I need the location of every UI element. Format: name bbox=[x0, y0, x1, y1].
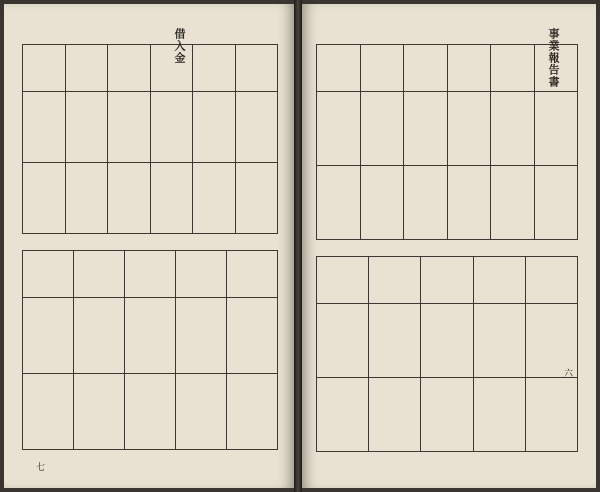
cell-text bbox=[272, 374, 274, 378]
table-row bbox=[23, 163, 278, 234]
cell-text bbox=[572, 92, 574, 96]
cell-text bbox=[572, 257, 574, 261]
cell-text bbox=[398, 166, 400, 170]
cell-text bbox=[230, 92, 232, 96]
cell-text bbox=[272, 163, 274, 167]
cell-text bbox=[60, 163, 62, 167]
table-cell bbox=[193, 92, 236, 163]
table-cell bbox=[227, 374, 278, 450]
table-cell bbox=[193, 163, 236, 234]
left-page-number: 七 bbox=[36, 463, 46, 473]
cell-text bbox=[272, 45, 274, 49]
table-cell bbox=[150, 92, 193, 163]
cell-text bbox=[119, 374, 121, 378]
binding-gutter bbox=[294, 0, 302, 492]
table-cell bbox=[534, 166, 578, 240]
cell-text bbox=[572, 45, 574, 49]
table-cell bbox=[176, 298, 227, 374]
table-cell bbox=[23, 45, 66, 92]
table-row bbox=[23, 251, 278, 298]
table-cell bbox=[369, 304, 421, 378]
cell-text bbox=[529, 92, 531, 96]
cell-text bbox=[485, 166, 487, 170]
cell-text bbox=[468, 304, 470, 308]
table-cell bbox=[525, 257, 577, 304]
cell-text bbox=[102, 45, 104, 49]
cell-text bbox=[363, 378, 365, 382]
table-cell bbox=[108, 92, 151, 163]
table-cell bbox=[525, 378, 577, 452]
right-page bbox=[302, 4, 596, 488]
cell-text bbox=[221, 374, 223, 378]
table-cell bbox=[74, 251, 125, 298]
cell-text bbox=[468, 257, 470, 261]
table-cell bbox=[108, 163, 151, 234]
table-cell bbox=[317, 45, 361, 92]
cell-text bbox=[60, 92, 62, 96]
cell-text bbox=[102, 163, 104, 167]
left-table-bottom bbox=[22, 250, 278, 450]
table-cell bbox=[473, 304, 525, 378]
table-cell bbox=[404, 45, 448, 92]
cell-text bbox=[363, 304, 365, 308]
cell-text bbox=[485, 45, 487, 49]
cell-text bbox=[355, 166, 357, 170]
table-row bbox=[23, 45, 278, 92]
cell-text bbox=[187, 163, 189, 167]
cell-text bbox=[170, 251, 172, 255]
cell-text bbox=[520, 304, 522, 308]
cell-text bbox=[572, 304, 574, 308]
cell-text bbox=[355, 45, 357, 49]
cell-text bbox=[119, 298, 121, 302]
table-cell bbox=[491, 92, 535, 166]
table-cell bbox=[227, 251, 278, 298]
cell-text bbox=[68, 251, 70, 255]
left-section-heading: 借入金 bbox=[173, 28, 186, 64]
table-cell bbox=[360, 92, 404, 166]
table-row bbox=[317, 45, 578, 92]
cell-text bbox=[529, 166, 531, 170]
table-cell bbox=[23, 163, 66, 234]
cell-text bbox=[442, 92, 444, 96]
table-cell bbox=[193, 45, 236, 92]
table-cell bbox=[65, 163, 108, 234]
cell-text bbox=[485, 92, 487, 96]
cell-text bbox=[221, 251, 223, 255]
table-cell bbox=[447, 92, 491, 166]
cell-text bbox=[520, 378, 522, 382]
cell-text bbox=[272, 298, 274, 302]
cell-text bbox=[221, 298, 223, 302]
cell-text bbox=[442, 166, 444, 170]
table-cell bbox=[404, 92, 448, 166]
table-cell bbox=[65, 45, 108, 92]
cell-text bbox=[145, 163, 147, 167]
table-cell bbox=[176, 374, 227, 450]
table-cell bbox=[317, 166, 361, 240]
table-cell bbox=[150, 163, 193, 234]
table-cell bbox=[235, 163, 278, 234]
table-cell bbox=[23, 92, 66, 163]
table-row bbox=[317, 378, 578, 452]
table-cell bbox=[404, 166, 448, 240]
table-cell bbox=[317, 304, 369, 378]
right-section-heading: 事業報告書 bbox=[547, 28, 560, 88]
table-row bbox=[23, 92, 278, 163]
cell-text bbox=[170, 374, 172, 378]
right-page-number: 六 bbox=[564, 369, 574, 379]
table-cell bbox=[317, 92, 361, 166]
table-cell bbox=[125, 374, 176, 450]
table-cell bbox=[125, 298, 176, 374]
table-cell bbox=[360, 166, 404, 240]
table-cell bbox=[176, 251, 227, 298]
cell-text bbox=[468, 378, 470, 382]
table-row bbox=[23, 374, 278, 450]
cell-text bbox=[68, 298, 70, 302]
right-table-bottom bbox=[316, 256, 578, 452]
table-cell bbox=[421, 304, 473, 378]
table-cell bbox=[235, 92, 278, 163]
table-row bbox=[317, 257, 578, 304]
table-row bbox=[23, 298, 278, 374]
table-cell bbox=[235, 45, 278, 92]
cell-text bbox=[60, 45, 62, 49]
cell-text bbox=[145, 45, 147, 49]
table-cell bbox=[23, 374, 74, 450]
table-cell bbox=[125, 251, 176, 298]
cell-text bbox=[415, 304, 417, 308]
cell-text bbox=[355, 92, 357, 96]
cell-text bbox=[529, 45, 531, 49]
cell-text bbox=[520, 257, 522, 261]
table-cell bbox=[447, 45, 491, 92]
table-cell bbox=[421, 257, 473, 304]
table-cell bbox=[447, 166, 491, 240]
table-row bbox=[317, 92, 578, 166]
cell-text bbox=[145, 92, 147, 96]
table-row bbox=[317, 166, 578, 240]
table-cell bbox=[473, 378, 525, 452]
cell-text bbox=[415, 257, 417, 261]
table-cell bbox=[534, 92, 578, 166]
cell-text bbox=[187, 45, 189, 49]
table-cell bbox=[74, 374, 125, 450]
table-cell bbox=[491, 45, 535, 92]
table-cell bbox=[369, 378, 421, 452]
table-cell bbox=[74, 298, 125, 374]
table-cell bbox=[65, 92, 108, 163]
cell-text bbox=[119, 251, 121, 255]
cell-text bbox=[272, 251, 274, 255]
table-cell bbox=[491, 166, 535, 240]
table-cell bbox=[369, 257, 421, 304]
cell-text bbox=[230, 45, 232, 49]
cell-text bbox=[398, 92, 400, 96]
left-page bbox=[4, 4, 294, 488]
right-table-top bbox=[316, 44, 578, 240]
table-cell bbox=[108, 45, 151, 92]
left-table-top bbox=[22, 44, 278, 234]
cell-text bbox=[398, 45, 400, 49]
table-cell bbox=[360, 45, 404, 92]
cell-text bbox=[363, 257, 365, 261]
cell-text bbox=[68, 374, 70, 378]
cell-text bbox=[272, 92, 274, 96]
table-cell bbox=[150, 45, 193, 92]
cell-text bbox=[230, 163, 232, 167]
cell-text bbox=[102, 92, 104, 96]
cell-text bbox=[572, 166, 574, 170]
table-cell bbox=[23, 251, 74, 298]
table-cell bbox=[23, 298, 74, 374]
cell-text bbox=[442, 45, 444, 49]
cell-text bbox=[415, 378, 417, 382]
table-cell bbox=[473, 257, 525, 304]
table-cell bbox=[317, 257, 369, 304]
cell-text bbox=[187, 92, 189, 96]
table-cell bbox=[317, 378, 369, 452]
cell-text bbox=[170, 298, 172, 302]
table-cell bbox=[421, 378, 473, 452]
table-row bbox=[317, 304, 578, 378]
table-cell bbox=[227, 298, 278, 374]
